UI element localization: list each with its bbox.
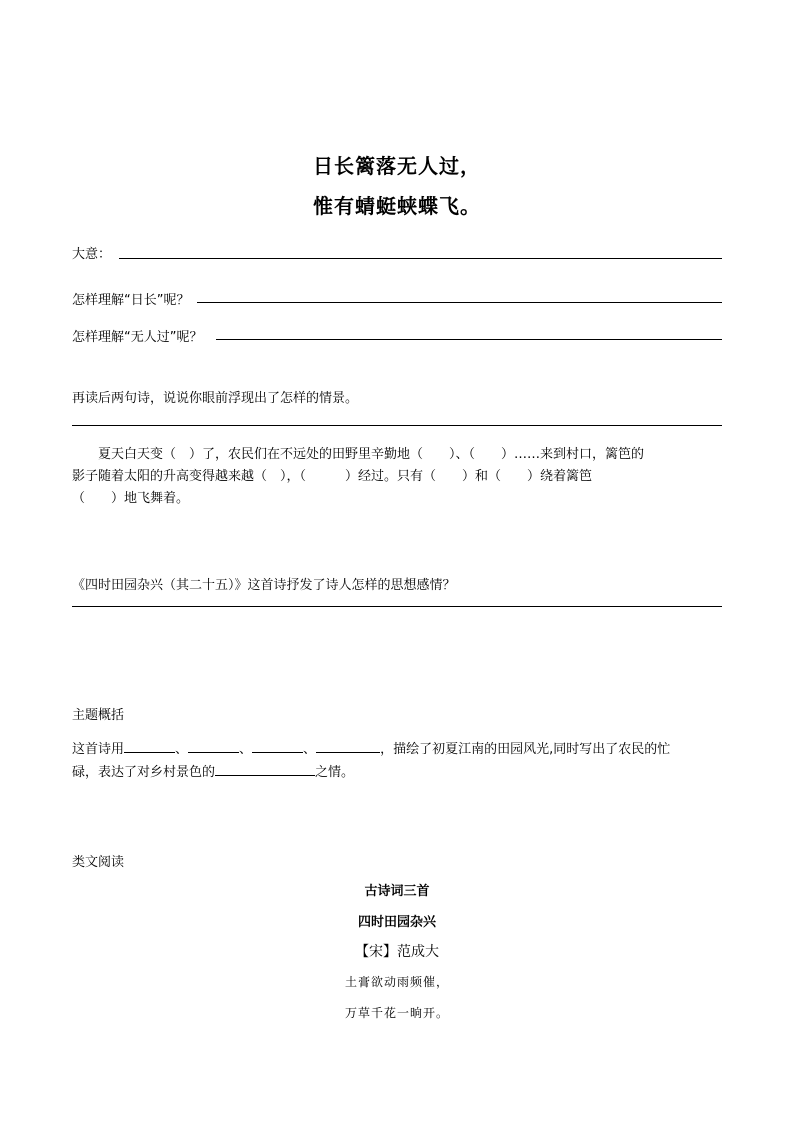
fill-paragraph (72, 444, 722, 510)
theme-blank-2[interactable] (188, 738, 239, 753)
theme-middle: ，描绘了初夏江南的田园风光,同时写出了农民的忙 (380, 742, 671, 757)
ri-chang-question: 怎样理解“日长”呢？ (72, 293, 190, 308)
theme-blank-3[interactable] (252, 738, 303, 753)
poem-line-2: 万草千花一晌开。 (344, 1006, 449, 1020)
theme-sep-1: 、 (175, 742, 189, 757)
theme-sep-2: 、 (239, 742, 253, 757)
poem-title: 四时田园杂兴 (357, 915, 436, 930)
theme-line2-prefix: 碌，表达了对乡村景色的 (72, 765, 216, 780)
reread-answer-line[interactable] (72, 425, 722, 426)
theme-blank-1[interactable] (124, 738, 175, 753)
ri-chang-answer-line[interactable] (197, 302, 722, 303)
meaning-label: 大意： (72, 247, 112, 262)
wu-ren-guo-answer-line[interactable] (216, 339, 722, 340)
meaning-answer-line[interactable] (119, 258, 722, 259)
emotion-answer-line[interactable] (72, 606, 722, 607)
reread-prompt: 再读后两句诗，说说你眼前浮现出了怎样的情景。 (72, 391, 359, 406)
collection-title: 古诗词三首 (364, 884, 430, 899)
theme-paragraph (72, 738, 722, 784)
theme-blank-4[interactable] (316, 738, 380, 753)
theme-blank-5[interactable] (215, 761, 315, 776)
theme-heading: 主题概括 (72, 708, 125, 723)
fill-line-3: （ ）地飞舞着。 (72, 491, 190, 506)
theme-line2-suffix: 之情。 (315, 765, 355, 780)
theme-sep-3: 、 (303, 742, 317, 757)
theme-prefix: 这首诗用 (72, 742, 125, 757)
poem-line-1: 土膏欲动雨频催， (344, 975, 449, 989)
poem-author: 【宋】范成大 (355, 944, 439, 960)
fill-line-2: 影子随着太阳的升高变得越来越（ ），（ ）经过。只有（ ）和（ ）绕着篱笆 (72, 469, 593, 484)
fill-line-1: 夏天白天变（ ）了，农民们在不远处的田野里辛勤地（ ）、（ ）……来到村口，篱笆的 (98, 447, 645, 462)
title-line-1: 日长篱落无人过， (313, 154, 481, 178)
emotion-question: 《四时田园杂兴（其二十五）》这首诗抒发了诗人怎样的思想感情？ (72, 578, 456, 593)
title-line-2: 惟有蜻蜓蛱蝶飞。 (313, 194, 481, 218)
reading-heading: 类文阅读 (72, 855, 125, 870)
wu-ren-guo-question: 怎样理解“无人过”呢？ (72, 330, 203, 345)
